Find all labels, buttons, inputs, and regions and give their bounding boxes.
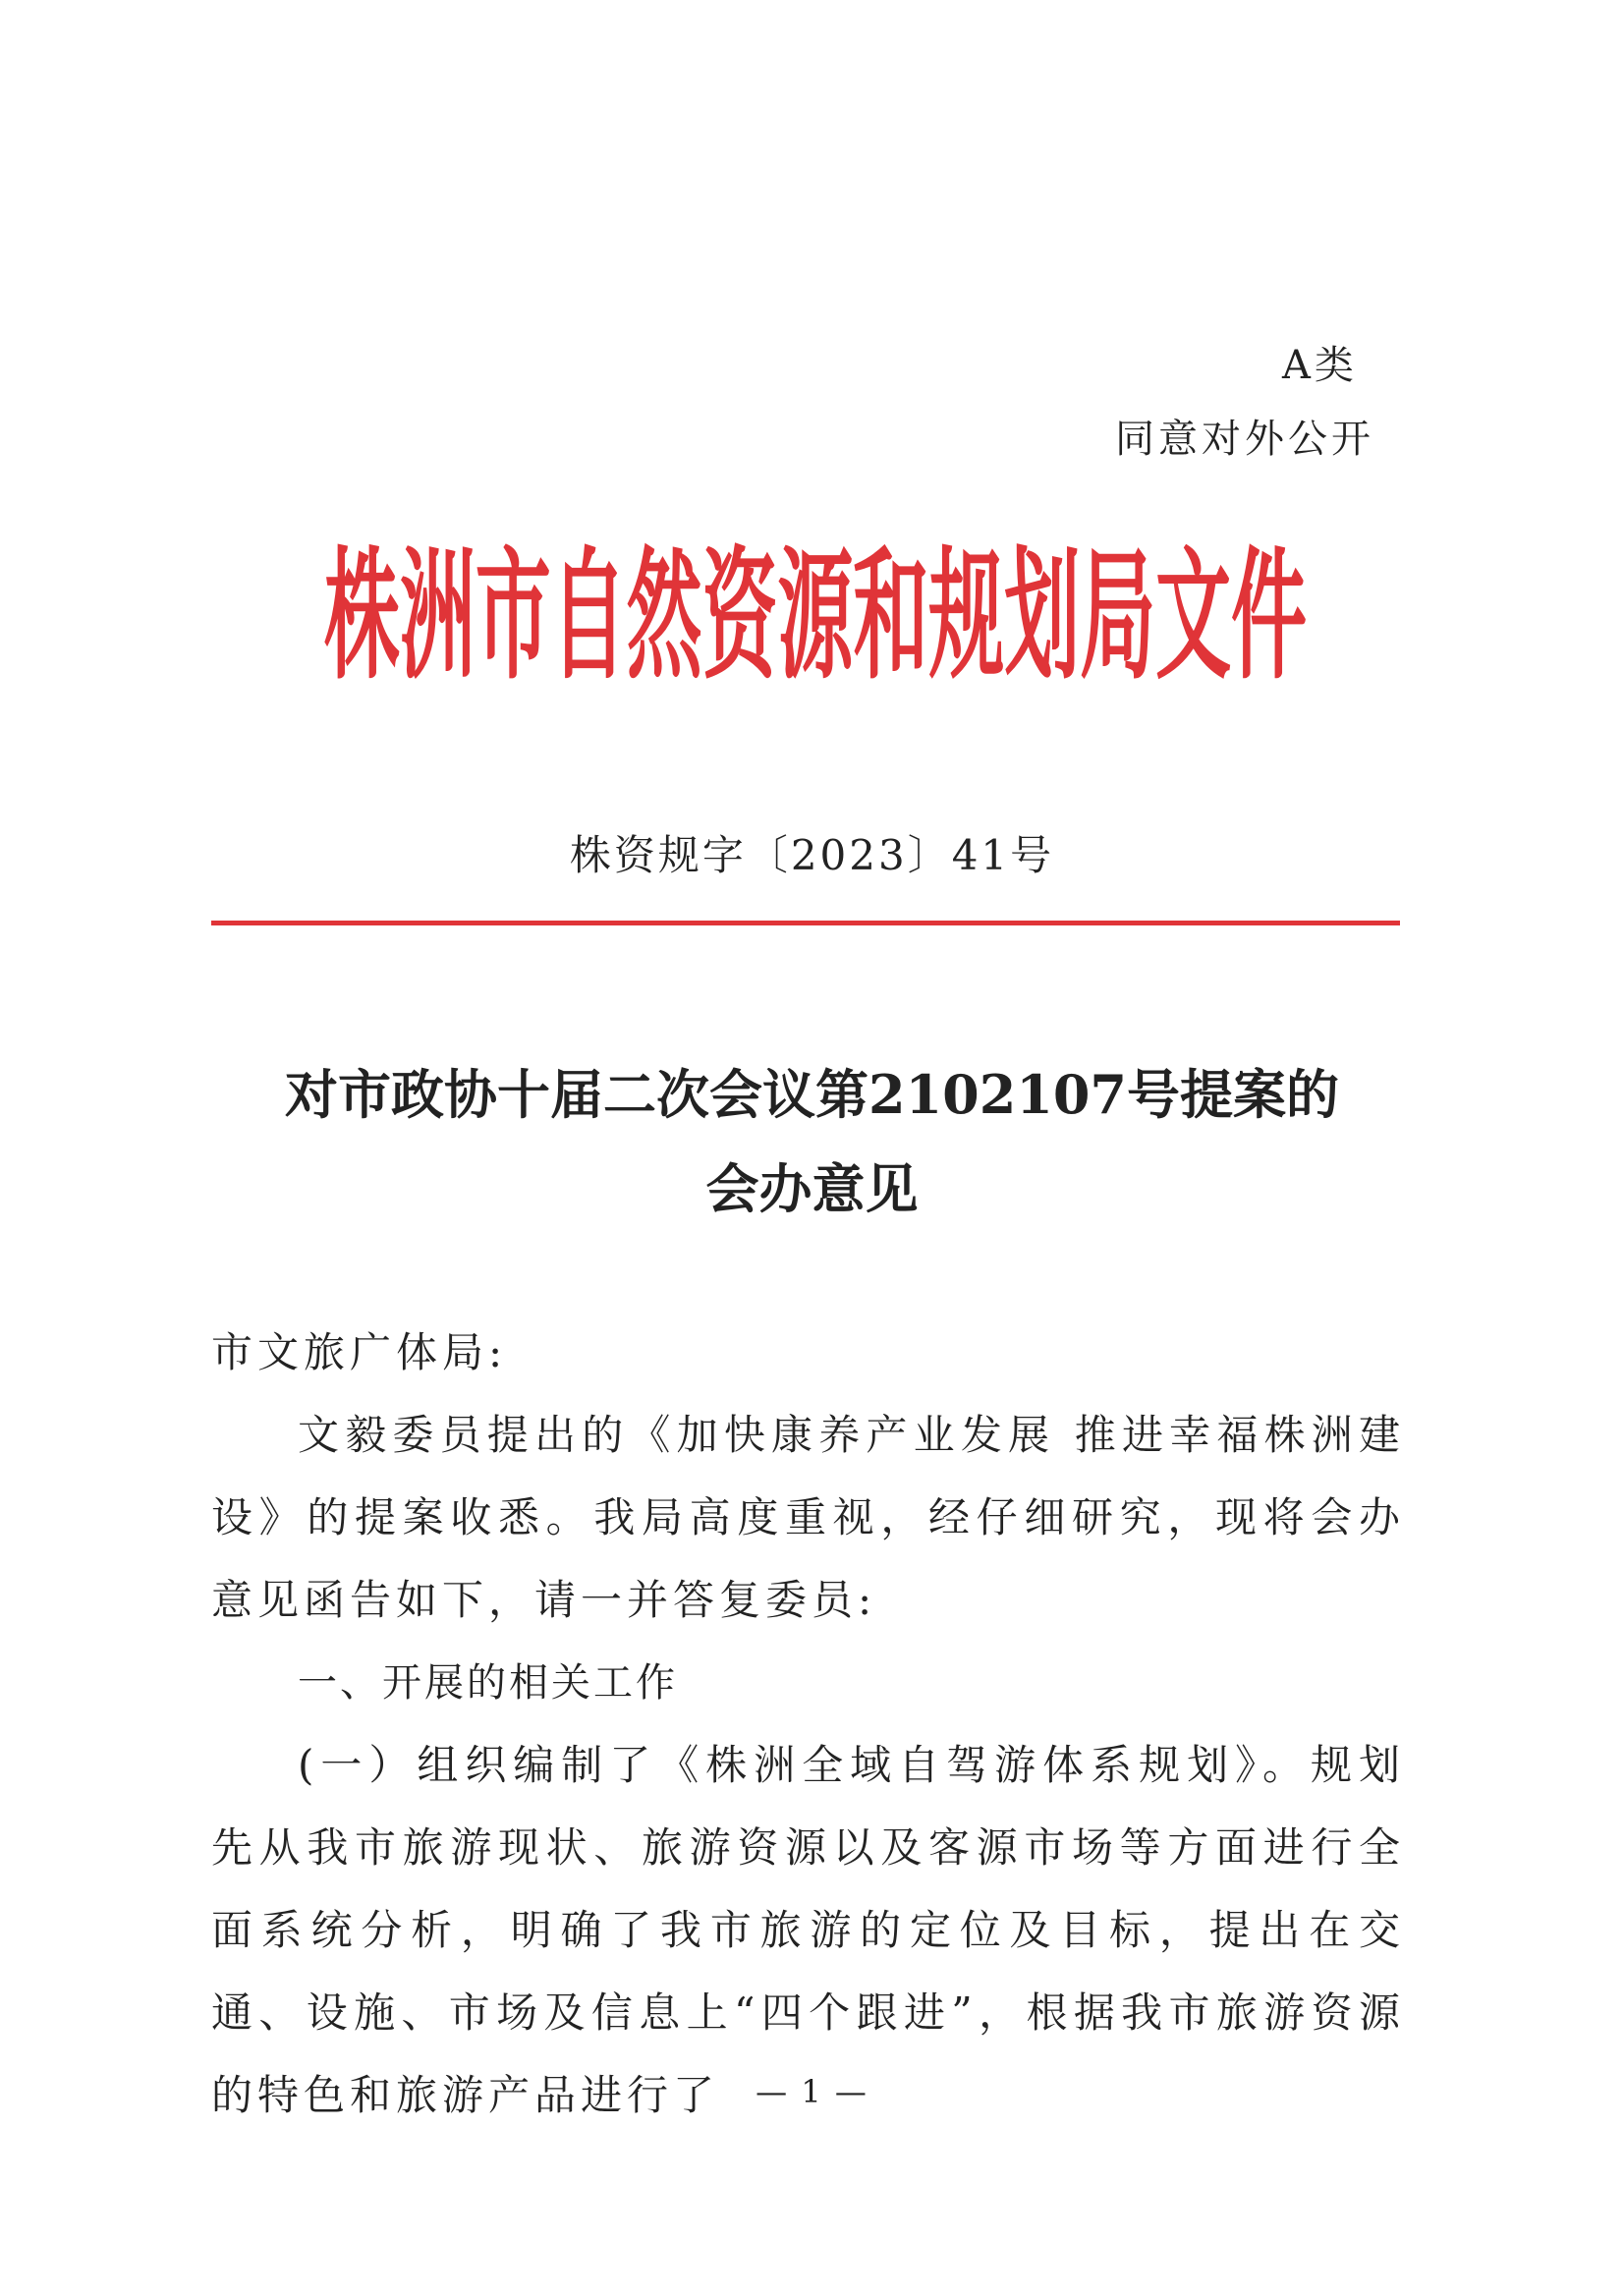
red-divider — [211, 921, 1400, 925]
page-number: — 1 — — [756, 2073, 868, 2110]
issuer-header-svg — [314, 531, 1316, 698]
classification-label: A类 — [1282, 343, 1358, 388]
body-paragraph: 文毅委员提出的《加快康养产业发展 推进幸福株洲建设》的提案收悉。我局高度重视，经仔细研究，现将会办意见函告如下，请一并答复委员: — [211, 1411, 1405, 1624]
document-title — [196, 1047, 1428, 1236]
section-heading: 一、开展的相关工作 — [298, 1660, 678, 1706]
title-line-1: 对市政协十届二次会议第2102107号提案的 — [284, 1063, 1339, 1126]
disclosure-label: 同意对外公开 — [1115, 417, 1374, 462]
issuer-header — [314, 531, 1316, 698]
document-body — [211, 1312, 1405, 2137]
document-number: 株资规字〔2023〕41号 — [569, 831, 1055, 879]
addressee: 市文旅广体局: — [211, 1328, 508, 1376]
body-paragraph: (一）组织编制了《株洲全域自驾游体系规划》。规划先从我市旅游现状、旅游资源以及客源市场等方面进行全面系统分析，明确了我市旅游的定位及目标，提出在交通、设施、市场及信息上“四个跟进”，根据我市旅游资源的特色和旅游产品进行了 — [211, 1741, 1405, 2119]
title-line-2: 会办意见 — [705, 1157, 919, 1220]
issuer-title-text: 株洲市自然资源和规划局文件 — [324, 533, 1307, 698]
